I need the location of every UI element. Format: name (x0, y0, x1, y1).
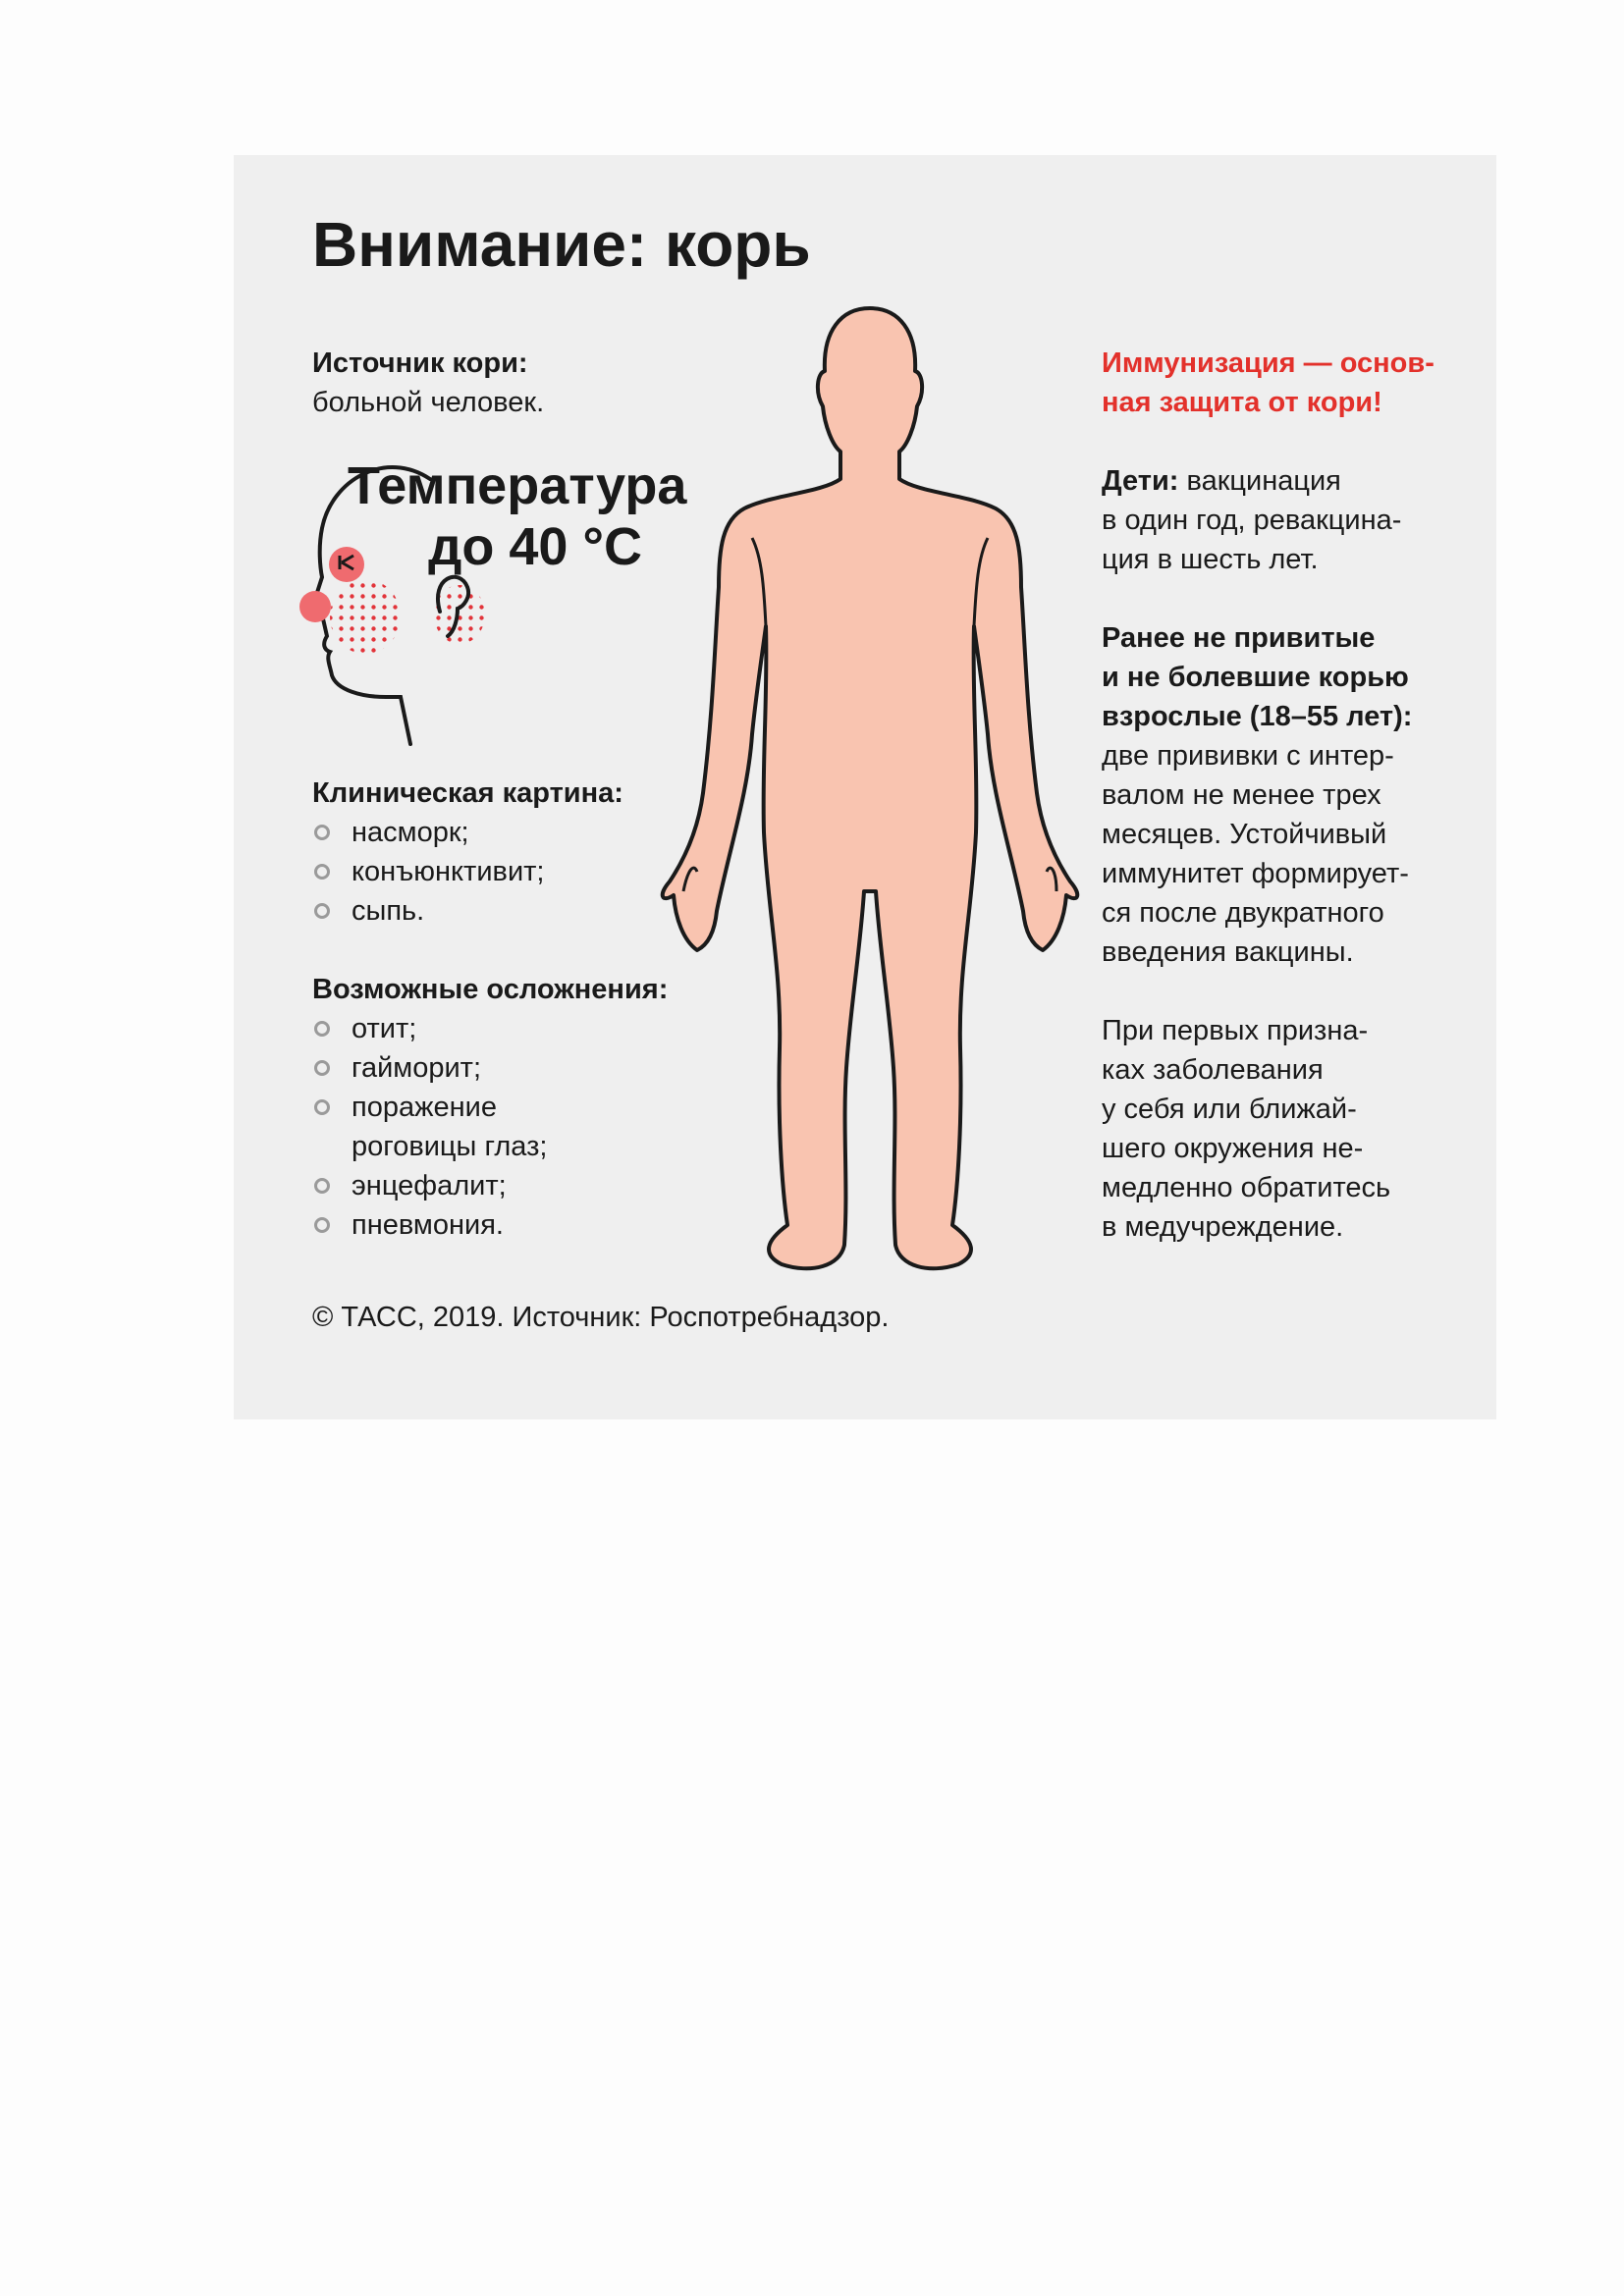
children-text: в один год, ревакцина- (1102, 505, 1402, 536)
source-text: больной человек. (312, 387, 545, 418)
adults-text: валом не менее трех (1102, 779, 1381, 811)
list-item: поражение роговицы глаз; (312, 1088, 607, 1166)
footer-credit: © ТАСС, 2019. Источник: Роспотребнадзор. (312, 1302, 890, 1333)
temperature-line2: до 40 °С (428, 517, 642, 576)
adults-text: две прививки с интер- (1102, 740, 1394, 772)
temperature-callout (348, 455, 687, 577)
adults-paragraph (1102, 618, 1455, 972)
infographic-poster (234, 155, 1496, 1419)
slogan-line: ная защита от кори! (1102, 387, 1382, 418)
advice-text: медленно обратитесь (1102, 1172, 1391, 1203)
list-item: насморк; (312, 813, 705, 852)
list-item: гайморит; (312, 1048, 607, 1088)
clinical-list (312, 813, 705, 931)
clinical-picture-block (312, 774, 705, 931)
slogan-line: Иммунизация — основ- (1102, 347, 1435, 379)
complications-list (312, 1009, 607, 1245)
source-block (312, 344, 705, 422)
advice-text: ках заболевания (1102, 1054, 1324, 1086)
advice-paragraph (1102, 1011, 1455, 1247)
list-item: энцефалит; (312, 1166, 607, 1205)
children-text: ция в шесть лет. (1102, 544, 1319, 575)
adults-text: иммунитет формирует- (1102, 858, 1409, 889)
adults-text: месяцев. Устойчивый (1102, 819, 1387, 850)
source-heading: Источник кори: (312, 347, 528, 379)
complications-heading: Возможные осложнения: (312, 974, 669, 1005)
immunization-block (1102, 344, 1455, 1286)
adults-heading: и не болевшие корью (1102, 662, 1409, 693)
page-title: Внимание: корь (312, 209, 811, 280)
list-item: сыпь. (312, 891, 705, 931)
advice-text: шего окружения не- (1102, 1133, 1364, 1164)
adults-heading: Ранее не привитые (1102, 622, 1376, 654)
advice-text: у себя или ближай- (1102, 1094, 1357, 1125)
advice-text: При первых призна- (1102, 1015, 1369, 1046)
list-item: конъюнктивит; (312, 852, 705, 891)
advice-text: в медучреждение. (1102, 1211, 1344, 1243)
adults-heading: взрослые (18–55 лет): (1102, 701, 1413, 732)
list-item: отит; (312, 1009, 607, 1048)
children-paragraph (1102, 461, 1455, 579)
adults-text: ся после двукратного (1102, 897, 1384, 929)
children-label: Дети: (1102, 465, 1179, 497)
children-text: вакцинация (1186, 465, 1341, 497)
temperature-line1: Температура (348, 456, 687, 515)
human-body-illustration (654, 302, 1086, 1284)
clinical-heading: Клиническая картина: (312, 777, 623, 809)
adults-text: введения вакцины. (1102, 936, 1354, 968)
complications-block (312, 970, 705, 1245)
immunization-slogan (1102, 344, 1455, 422)
list-item: пневмония. (312, 1205, 607, 1245)
